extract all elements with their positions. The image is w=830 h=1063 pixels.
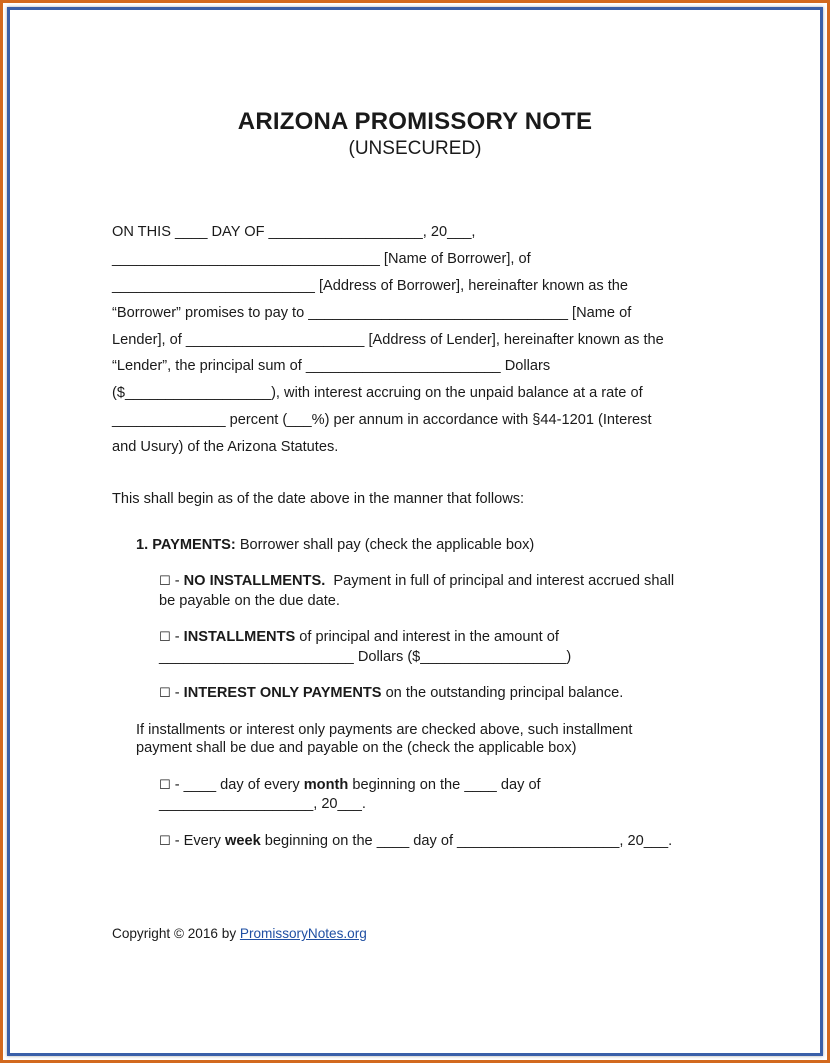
intro-line-5: Lender], of ______________________ [Address of Lender], hereinafter known as the bbox=[112, 332, 664, 348]
option-prefix: - bbox=[170, 685, 184, 701]
option-bold: month bbox=[303, 777, 349, 793]
option-label: INSTALLMENTS bbox=[183, 629, 296, 645]
option-label: NO INSTALLMENTS. bbox=[183, 573, 326, 589]
checkbox-month[interactable]: ☐ bbox=[159, 778, 171, 793]
option-text: beginning on the ____ day of ____________________, 20___. bbox=[260, 833, 673, 849]
option-no-installments-line2: be payable on the due date. bbox=[159, 593, 340, 609]
intro-line-9: and Usury) of the Arizona Statutes. bbox=[112, 439, 339, 455]
intro-line-2: _________________________________ [Name of Borrower], of bbox=[112, 251, 531, 267]
checkbox-interest-only[interactable]: ☐ bbox=[159, 686, 171, 701]
intro-line-4: “Borrower” promises to pay to ________________________________ [Name of bbox=[112, 305, 632, 321]
document-subtitle: (UNSECURED) bbox=[348, 138, 482, 159]
option-bold: week bbox=[224, 833, 261, 849]
intro-line-1: ON THIS ____ DAY OF ___________________, 20___, bbox=[112, 224, 476, 240]
if-installments-line-1: If installments or interest only payments are checked above, such installment bbox=[136, 722, 633, 738]
footer-copyright bbox=[112, 925, 367, 943]
intro-line-7: ($__________________), with interest accruing on the unpaid balance at a rate of bbox=[112, 385, 643, 401]
option-prefix: - Every bbox=[170, 833, 225, 849]
option-text: beginning on the ____ day of bbox=[348, 777, 541, 793]
option-prefix: - bbox=[170, 573, 184, 589]
intro-line-3: _________________________ [Address of Borrower], hereinafter known as the bbox=[112, 278, 629, 294]
promissorynotes-link[interactable]: PromissoryNotes.org bbox=[239, 926, 367, 941]
option-installments bbox=[159, 628, 559, 647]
intro-line-8: ______________ percent (___%) per annum in accordance with §44-1201 (Interest bbox=[112, 412, 652, 428]
option-prefix: - bbox=[170, 629, 184, 645]
checkbox-week[interactable]: ☐ bbox=[159, 834, 171, 849]
option-text: Payment in full of principal and interest accrued shall bbox=[325, 573, 675, 589]
if-installments-line-2: payment shall be due and payable on the (check the applicable box) bbox=[136, 740, 577, 756]
checkbox-no-installments[interactable]: ☐ bbox=[159, 574, 171, 589]
option-interest-only bbox=[159, 684, 623, 703]
option-text: on the outstanding principal balance. bbox=[381, 685, 624, 701]
option-week bbox=[159, 832, 672, 851]
begin-line: This shall begin as of the date above in the manner that follows: bbox=[112, 491, 525, 507]
option-text: of principal and interest in the amount of bbox=[295, 629, 559, 645]
option-no-installments bbox=[159, 572, 674, 591]
option-label: INTEREST ONLY PAYMENTS bbox=[183, 685, 382, 701]
document-title: ARIZONA PROMISSORY NOTE bbox=[237, 108, 593, 135]
option-month bbox=[159, 776, 541, 795]
copyright-text: Copyright © 2016 by bbox=[112, 926, 240, 941]
option-month-line2: ___________________, 20___. bbox=[159, 796, 366, 812]
section-payments bbox=[136, 536, 534, 554]
section-number: 1. bbox=[136, 537, 149, 553]
intro-line-6: “Lender”, the principal sum of ________________________ Dollars bbox=[112, 358, 551, 374]
section-heading: PAYMENTS: bbox=[152, 537, 236, 553]
section-text: Borrower shall pay (check the applicable box) bbox=[235, 537, 535, 553]
option-installments-line2: ________________________ Dollars ($__________________) bbox=[159, 649, 572, 665]
checkbox-installments[interactable]: ☐ bbox=[159, 630, 171, 645]
option-prefix: - ____ day of every bbox=[170, 777, 304, 793]
